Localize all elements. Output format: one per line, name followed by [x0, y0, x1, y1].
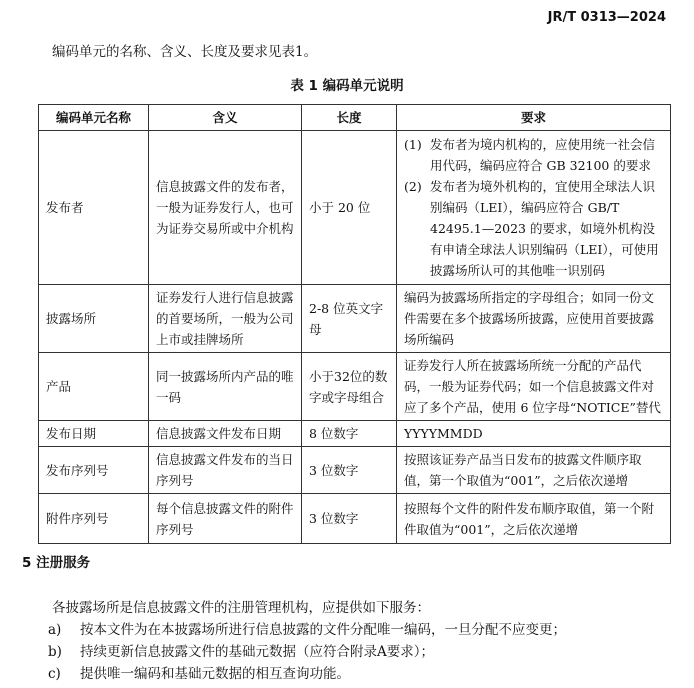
table-row [39, 353, 671, 421]
col-header: 含义 [149, 105, 302, 131]
cell-name: 披露场所 [39, 285, 149, 353]
list-marker: a) [48, 622, 62, 638]
cell-length: 小于 20 位 [302, 131, 397, 285]
cell-name: 产品 [39, 353, 149, 421]
cell-length: 8 位数字 [302, 421, 397, 447]
cell-length: 2-8 位英文字母 [302, 285, 397, 353]
col-header: 长度 [302, 105, 397, 131]
section-paragraph: 各披露场所是信息披露文件的注册管理机构，应提供如下服务： [52, 600, 430, 616]
cell-meaning: 信息披露文件的发布者，一般为证券发行人，也可为证券交易所或中介机构 [149, 131, 302, 285]
table-title: 表 1 编码单元说明 [290, 78, 404, 94]
cell-meaning: 证券发行人进行信息披露的首要场所，一般为公司上市或挂牌场所 [149, 285, 302, 353]
cell-name: 发布序列号 [39, 447, 149, 494]
req-num: (2) [404, 179, 422, 194]
list-text: 提供唯一编码和基础元数据的相互查询功能。 [80, 666, 350, 682]
list-marker: c) [48, 666, 61, 682]
list-text: 持续更新信息披露文件的基础元数据（应符合附录A要求）； [80, 644, 434, 660]
cell-req: 按照每个文件的附件发布顺序取值，第一个附件取值为“001”，之后依次递增 [397, 494, 671, 544]
req-text: 发布者为境外机构的，宜使用全球法人识别编码（LEI），编码应符合 GB/T 42495.1—2023 的要求，如境外机构没有申请全球法人识别编码（LEI），可使用披露场所认可的其他唯一识别码 [430, 179, 659, 278]
cell-name: 发布日期 [39, 421, 149, 447]
list-item [48, 640, 434, 660]
cell-req [397, 131, 671, 285]
table-row [39, 447, 671, 494]
cell-req: 按照该证券产品当日发布的披露文件顺序取值，第一个取值为“001”，之后依次递增 [397, 447, 671, 494]
cell-meaning: 信息披露文件发布的当日序列号 [149, 447, 302, 494]
table-header-row [39, 105, 671, 131]
intro-text: 编码单元的名称、含义、长度及要求见表1。 [52, 44, 318, 60]
col-header: 要求 [397, 105, 671, 131]
list-text: 按本文件为在本披露场所进行信息披露的文件分配唯一编码，一旦分配不应变更； [80, 622, 566, 638]
cell-req: 编码为披露场所指定的字母组合；如同一份文件需要在多个披露场所披露，应使用首要披露场所编码 [397, 285, 671, 353]
req-item [404, 176, 663, 281]
coding-unit-table [38, 104, 671, 544]
req-num: (1) [404, 137, 422, 152]
cell-name: 附件序列号 [39, 494, 149, 544]
cell-req: 证券发行人所在披露场所统一分配的产品代码，一般为证券代码；如一个信息披露文件对应了多个产品，使用 6 位字母“NOTICE”替代 [397, 353, 671, 421]
cell-meaning: 信息披露文件发布日期 [149, 421, 302, 447]
table-row [39, 421, 671, 447]
list-marker: b) [48, 644, 62, 660]
list-item [48, 662, 350, 682]
table-row [39, 285, 671, 353]
req-text: 发布者为境内机构的，应使用统一社会信用代码，编码应符合 GB 32100 的要求 [430, 137, 656, 173]
table-row [39, 131, 671, 285]
col-header: 编码单元名称 [39, 105, 149, 131]
document-id: JR/T 0313—2024 [547, 10, 666, 25]
cell-length: 3 位数字 [302, 447, 397, 494]
table-row [39, 494, 671, 544]
cell-req: YYYYMMDD [397, 421, 671, 447]
cell-length: 3 位数字 [302, 494, 397, 544]
cell-meaning: 同一披露场所内产品的唯一码 [149, 353, 302, 421]
section-heading: 5 注册服务 [22, 555, 91, 571]
list-item [48, 618, 566, 638]
cell-meaning: 每个信息披露文件的附件序列号 [149, 494, 302, 544]
cell-name: 发布者 [39, 131, 149, 285]
cell-length: 小于32位的数字或字母组合 [302, 353, 397, 421]
req-item [404, 134, 663, 176]
